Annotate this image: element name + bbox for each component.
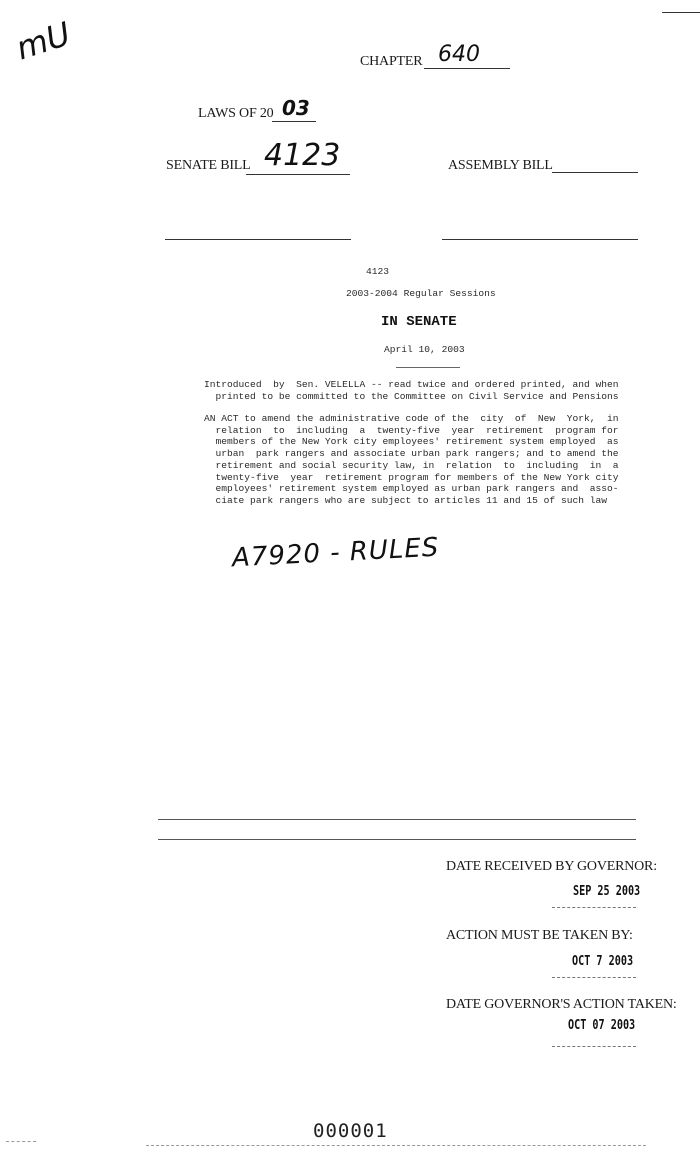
act-line: retirement and social security law, in relation to including in a [204, 459, 619, 471]
senate-bill-underline [246, 174, 350, 175]
separator-line-upper [158, 819, 636, 820]
handwritten-assembly-note: A7920 - RULES [231, 532, 441, 574]
separator-line-lower [158, 839, 636, 840]
senate-bill-number: 4123 [264, 138, 341, 173]
act-line: ciate park rangers who are subject to articles 11 and 15 of such law [204, 494, 608, 506]
assembly-bill-label: ASSEMBLY BILL [448, 158, 553, 173]
act-line: twenty-five year retirement program for members of the New York city [204, 471, 619, 483]
date-received-underline [552, 907, 636, 908]
introduced-line: printed to be committed to the Committee on Civil Service and Pensions [204, 390, 619, 402]
act-line: members of the New York city employees' retirement system employed as [204, 436, 619, 448]
act-paragraph [204, 413, 619, 507]
bottom-rule [146, 1145, 646, 1146]
date-received-stamp: SEP 25 2003 [573, 884, 641, 899]
date-rule [396, 367, 460, 368]
right-blank-line [442, 239, 638, 240]
action-taken-stamp: OCT 07 2003 [568, 1018, 636, 1033]
laws-label: LAWS OF 20 [198, 106, 274, 121]
action-taken-underline [552, 1046, 636, 1047]
action-must-be-taken-label: ACTION MUST BE TAKEN BY: [446, 928, 633, 943]
date-received-label: DATE RECEIVED BY GOVERNOR: [446, 859, 657, 874]
act-line: employees' retirement system employed as urban park rangers and asso- [204, 483, 619, 495]
handwritten-initials: mU [11, 14, 76, 68]
action-taken-label: DATE GOVERNOR'S ACTION TAKEN: [446, 997, 677, 1012]
chapter-number: 640 [438, 42, 480, 67]
introduced-line: Introduced by Sen. VELELLA -- read twice and ordered printed, and when [204, 379, 619, 390]
introduced-paragraph [204, 379, 619, 402]
top-right-rule [662, 12, 700, 13]
action-must-be-taken-stamp: OCT 7 2003 [572, 954, 634, 969]
bill-number: 4123 [366, 266, 390, 277]
action-must-be-taken-underline [552, 977, 636, 978]
page-number: 000001 [313, 1120, 388, 1142]
bottom-left-rule [6, 1141, 36, 1142]
laws-year: 03 [282, 96, 310, 120]
chapter-label: CHAPTER [360, 54, 423, 69]
bill-chamber: IN SENATE [381, 314, 457, 330]
act-line: AN ACT to amend the administrative code of the city of New York, in [204, 413, 619, 424]
left-blank-line [165, 239, 351, 240]
assembly-bill-underline [552, 172, 638, 173]
chapter-underline [424, 68, 510, 69]
act-line: urban park rangers and associate urban park rangers; and to amend the [204, 448, 619, 460]
act-line: relation to including a twenty-five year retirement program for [204, 424, 619, 436]
senate-bill-label: SENATE BILL [166, 158, 251, 173]
bill-session: 2003-2004 Regular Sessions [346, 288, 496, 299]
bill-date: April 10, 2003 [384, 344, 465, 355]
laws-underline [272, 121, 316, 122]
